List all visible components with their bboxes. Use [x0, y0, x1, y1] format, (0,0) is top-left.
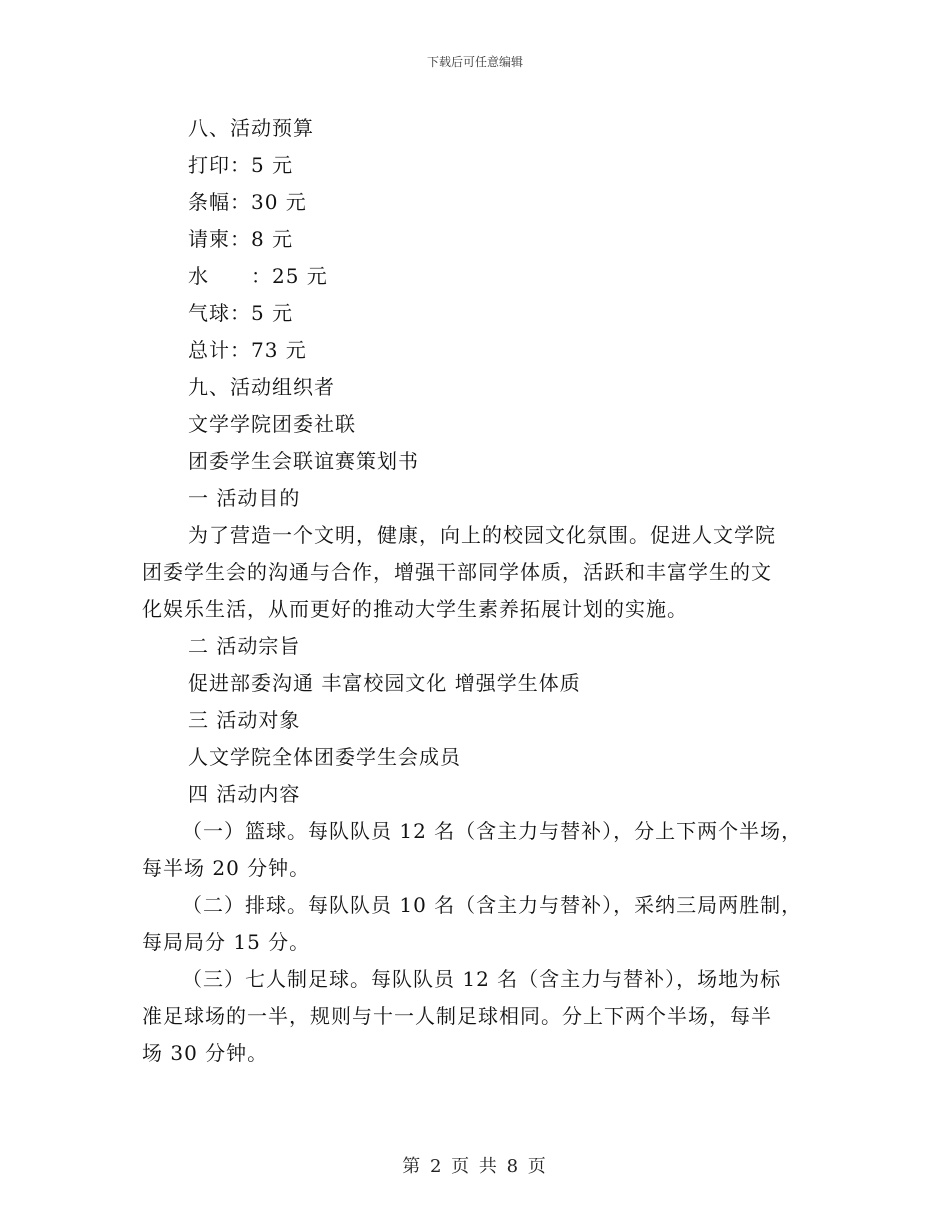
- budget-item-banner: 条幅：30 元: [188, 190, 307, 214]
- aim-text: 促进部委沟通 丰富校园文化 增强学生体质: [188, 671, 581, 695]
- budget-item-balloon: 气球：5 元: [188, 301, 294, 325]
- document-body: [142, 110, 822, 1072]
- document-title: 团委学生会联谊赛策划书: [188, 449, 419, 473]
- section-heading-organizer: 九、活动组织者: [188, 375, 335, 399]
- section-heading-target: 三 活动对象: [188, 708, 301, 732]
- budget-item-printing: 打印：5 元: [188, 153, 294, 177]
- organizer-name: 文学学院团委社联: [188, 412, 356, 436]
- content-item-volleyball: （二）排球。每队队员 10 名（含主力与替补），采纳三局两胜制，: [182, 893, 803, 917]
- budget-item-water: 水 ：25 元: [188, 264, 328, 288]
- budget-total: 总计：73 元: [188, 338, 307, 362]
- paragraph-line: 团委学生会的沟通与合作，增强干部同学体质，活跃和丰富学生的文: [142, 560, 772, 584]
- budget-item-invitation: 请柬：8 元: [188, 227, 294, 251]
- content-item-volleyball-cont: 每局局分 15 分。: [142, 930, 311, 954]
- paragraph-line: 为了营造一个文明，健康，向上的校园文化氛围。促进人文学院: [188, 523, 776, 547]
- content-item-football-cont: 场 30 分钟。: [142, 1041, 269, 1065]
- page-footer: 第 2 页 共 8 页: [402, 1156, 548, 1177]
- content-item-basketball: （一）篮球。每队队员 12 名（含主力与替补），分上下两个半场，: [182, 819, 803, 843]
- content-item-football: （三）七人制足球。每队队员 12 名（含主力与替补），场地为标: [182, 967, 782, 991]
- paragraph-line: 化娱乐生活，从而更好的推动大学生素养拓展计划的实施。: [142, 597, 688, 621]
- section-heading-budget: 八、活动预算: [188, 116, 314, 140]
- content-item-football-cont: 准足球场的一半，规则与十一人制足球相同。分上下两个半场，每半: [142, 1004, 772, 1028]
- content-item-basketball-cont: 每半场 20 分钟。: [142, 856, 311, 880]
- section-heading-aim: 二 活动宗旨: [188, 634, 301, 658]
- section-heading-purpose: 一 活动目的: [188, 486, 301, 510]
- section-heading-content: 四 活动内容: [188, 782, 301, 806]
- target-text: 人文学院全体团委学生会成员: [188, 745, 461, 769]
- page-header: 下载后可任意编辑: [426, 55, 523, 69]
